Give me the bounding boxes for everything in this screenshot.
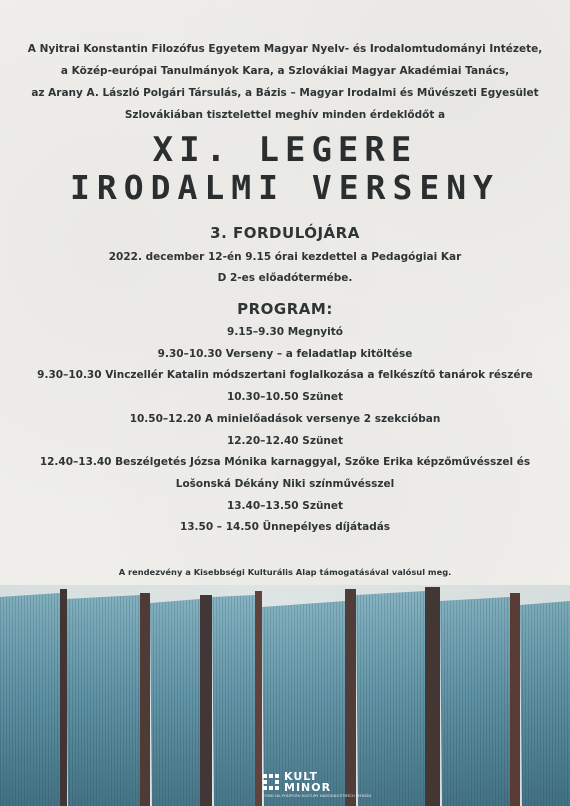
logo-line-2: MINOR — [284, 781, 332, 794]
logo-tagline: FOND NA PODPORU KULTÚRY NÁRODNOSTNÝCH MENŠÍN — [263, 794, 372, 798]
date-line-2: D 2-es előadótermébe. — [217, 272, 353, 284]
program-item: 10.50–12.20 A minielőadások versenye 2 szekcióban — [129, 412, 441, 425]
support-note: A rendezvény a Kisebbségi Kulturális Alap támogatásával valósul meg. — [118, 567, 452, 577]
event-title-line-2: IRODALMI VERSENY — [70, 168, 500, 207]
kult-minor-mark-icon — [263, 774, 280, 791]
intro-line-2: a Közép-európai Tanulmányok Kara, a Szlovákiai Magyar Akadémiai Tanács, — [60, 65, 510, 77]
intro-line-4: Szlovákiában tisztelettel meghív minden érdeklődőt a — [124, 109, 446, 121]
event-title-line-1: XI. LEGERE — [152, 130, 418, 170]
program-heading: PROGRAM: — [237, 300, 333, 318]
program-list — [0, 322, 570, 539]
program-item: 13.50 – 14.50 Ünnepélyes díjátadás — [179, 521, 391, 534]
kult-minor-logo — [263, 770, 372, 799]
program-item: 9.30–10.30 Vinczellér Katalin módszertani foglalkozása a felkészítő tanárok részére — [37, 369, 533, 382]
date-line-1: 2022. december 12-én 9.15 órai kezdettel a Pedagógiai Kar — [108, 251, 462, 263]
program-item: 9.30–10.30 Verseny – a feladatlap kitöltése — [157, 347, 413, 360]
program-item: 12.20–12.40 Szünet — [226, 434, 344, 447]
intro-line-3: az Arany A. László Polgári Társulás, a Bázis – Magyar Irodalmi és Művészeti Egyesület — [31, 87, 539, 99]
invitation-intro — [0, 38, 570, 126]
program-item: 12.40–13.40 Beszélgetés Józsa Mónika karnaggyal, Szőke Erika képzőművésszel és — [39, 456, 531, 469]
intro-line-1: A Nyitrai Konstantin Filozófus Egyetem Magyar Nyelv- és Irodalomtudományi Intézete, — [27, 43, 543, 55]
logo-wordmark — [284, 771, 331, 793]
logo-line-1: KULT — [284, 770, 318, 783]
program-item: Lošonská Dékány Niki színművésszel — [175, 477, 395, 490]
program-item: 10.30–10.50 Szünet — [226, 391, 344, 404]
round-heading: 3. FORDULÓJÁRA — [210, 224, 360, 242]
event-date — [0, 247, 570, 289]
program-item: 13.40–13.50 Szünet — [226, 499, 344, 512]
program-item: 9.15–9.30 Megnyitó — [227, 326, 343, 338]
